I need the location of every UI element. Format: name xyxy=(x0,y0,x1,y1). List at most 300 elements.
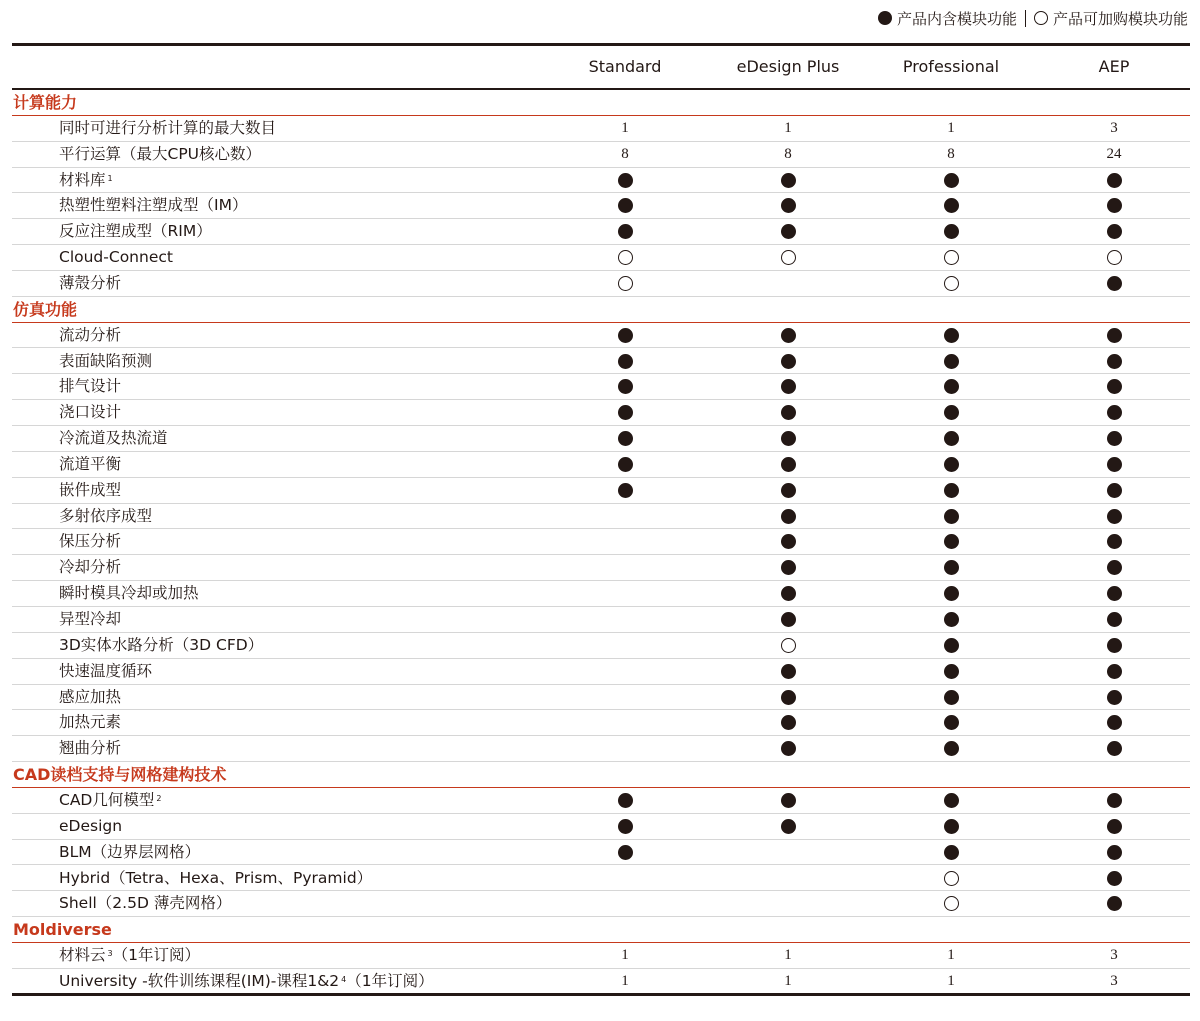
table-header xyxy=(12,46,1190,88)
availability-cell xyxy=(921,168,981,193)
empty-cell xyxy=(595,504,655,529)
row-label-text: CAD几何模型 xyxy=(59,790,155,809)
empty-circle-icon xyxy=(1107,250,1122,265)
row-label xyxy=(59,452,121,477)
availability-cell xyxy=(758,555,818,580)
row-label xyxy=(59,349,152,374)
section-title: Moldiverse xyxy=(13,920,112,940)
table-row xyxy=(12,245,1190,271)
filled-circle-icon xyxy=(1107,173,1122,188)
availability-cell xyxy=(758,710,818,735)
row-label xyxy=(59,219,212,244)
row-label-text: 材料云 xyxy=(59,946,106,965)
filled-circle-icon xyxy=(944,586,959,601)
filled-circle-icon xyxy=(1107,560,1122,575)
filled-circle-icon xyxy=(1107,328,1122,343)
empty-cell xyxy=(595,659,655,684)
availability-cell xyxy=(595,168,655,193)
availability-cell xyxy=(921,193,981,218)
footnote-marker: 2 xyxy=(156,793,162,803)
availability-cell xyxy=(921,633,981,658)
availability-cell xyxy=(758,685,818,710)
legend-divider xyxy=(1025,10,1026,27)
row-label xyxy=(59,969,434,994)
availability-cell xyxy=(1084,245,1144,270)
filled-circle-icon xyxy=(781,379,796,394)
empty-circle-icon xyxy=(1034,11,1048,25)
table-body xyxy=(12,90,1190,997)
availability-cell xyxy=(1084,478,1144,503)
row-label-suffix: （1年订阅） xyxy=(112,946,200,965)
filled-circle-icon xyxy=(944,819,959,834)
availability-cell xyxy=(758,323,818,348)
availability-cell xyxy=(1084,529,1144,554)
filled-circle-icon xyxy=(1107,534,1122,549)
row-label-text: 瞬时模具冷却或加热 xyxy=(59,584,199,603)
table-row xyxy=(12,193,1190,219)
availability-cell xyxy=(921,452,981,477)
filled-circle-icon xyxy=(1107,664,1122,679)
availability-cell xyxy=(921,245,981,270)
value-cell: 3 xyxy=(1110,972,1118,989)
filled-circle-icon xyxy=(944,509,959,524)
availability-cell xyxy=(1084,633,1144,658)
empty-cell xyxy=(758,866,818,891)
row-label-text: 反应注塑成型（RIM） xyxy=(59,222,212,241)
empty-circle-icon xyxy=(944,896,959,911)
filled-circle-icon xyxy=(781,173,796,188)
row-label-suffix: （1年订阅） xyxy=(346,971,434,990)
filled-circle-icon xyxy=(618,354,633,369)
table-row xyxy=(12,400,1190,426)
filled-circle-icon xyxy=(944,224,959,239)
empty-cell xyxy=(595,581,655,606)
availability-cell xyxy=(921,607,981,632)
availability-cell xyxy=(758,504,818,529)
filled-circle-icon xyxy=(1107,741,1122,756)
availability-cell xyxy=(921,400,981,425)
section-row xyxy=(12,297,1190,323)
row-label xyxy=(59,323,121,348)
filled-circle-icon xyxy=(781,328,796,343)
legend-addon-label: 产品可加购模块功能 xyxy=(1052,9,1188,28)
availability-cell xyxy=(1084,891,1144,916)
availability-cell xyxy=(921,529,981,554)
row-label-text: 感应加热 xyxy=(59,687,122,706)
filled-circle-icon xyxy=(944,690,959,705)
table-row xyxy=(12,659,1190,685)
filled-circle-icon xyxy=(1107,405,1122,420)
availability-cell xyxy=(595,271,655,296)
availability-cell xyxy=(921,814,981,839)
row-label xyxy=(59,814,122,839)
table-row xyxy=(12,478,1190,504)
filled-circle-icon xyxy=(944,457,959,472)
availability-cell xyxy=(1084,504,1144,529)
empty-cell xyxy=(595,529,655,554)
empty-cell xyxy=(758,840,818,865)
filled-circle-icon xyxy=(944,173,959,188)
filled-circle-icon xyxy=(1107,896,1122,911)
empty-cell xyxy=(595,866,655,891)
table-row xyxy=(12,374,1190,400)
table-row xyxy=(12,710,1190,736)
table-row xyxy=(12,840,1190,866)
empty-cell xyxy=(595,891,655,916)
availability-cell xyxy=(1084,193,1144,218)
row-label-text: Shell（2.5D 薄壳网格） xyxy=(59,894,232,913)
table-row xyxy=(12,142,1190,168)
filled-circle-icon xyxy=(944,741,959,756)
table-row xyxy=(12,168,1190,194)
value-cell: 1 xyxy=(621,972,629,989)
empty-cell xyxy=(595,685,655,710)
filled-circle-icon xyxy=(1107,457,1122,472)
row-label xyxy=(59,478,121,503)
availability-cell xyxy=(595,219,655,244)
empty-circle-icon xyxy=(944,250,959,265)
availability-cell xyxy=(758,426,818,451)
filled-circle-icon xyxy=(618,845,633,860)
availability-cell xyxy=(758,452,818,477)
availability-cell xyxy=(595,374,655,399)
availability-cell xyxy=(758,349,818,374)
table-row xyxy=(12,736,1190,762)
row-label-text: 平行运算（最大CPU核心数） xyxy=(59,144,262,163)
filled-circle-icon xyxy=(1107,819,1122,834)
row-label xyxy=(59,685,121,710)
filled-circle-icon xyxy=(781,819,796,834)
section-title: 计算能力 xyxy=(13,93,78,112)
filled-circle-icon xyxy=(781,509,796,524)
filled-circle-icon xyxy=(1107,612,1122,627)
availability-cell xyxy=(758,607,818,632)
availability-cell xyxy=(758,374,818,399)
availability-cell xyxy=(758,529,818,554)
table-row xyxy=(12,426,1190,452)
table-row xyxy=(12,219,1190,245)
section-title: CAD读档支持与网格建构技术 xyxy=(13,765,227,785)
legend xyxy=(878,6,1188,30)
row-label xyxy=(59,607,121,632)
row-label-text: 冷流道及热流道 xyxy=(59,429,168,448)
table-row xyxy=(12,891,1190,917)
row-label xyxy=(59,245,173,270)
row-label xyxy=(59,736,121,761)
row-label-text: 翘曲分析 xyxy=(59,739,122,758)
row-label-text: 排气设计 xyxy=(59,377,122,396)
empty-circle-icon xyxy=(944,276,959,291)
filled-circle-icon xyxy=(944,328,959,343)
filled-circle-icon xyxy=(944,715,959,730)
table-row xyxy=(12,323,1190,349)
table-row xyxy=(12,555,1190,581)
availability-cell xyxy=(921,840,981,865)
table-row xyxy=(12,943,1190,969)
row-label-text: 热塑性塑料注塑成型（IM） xyxy=(59,196,248,215)
row-label xyxy=(59,142,261,167)
row-label xyxy=(59,943,200,968)
row-label-text: 异型冷却 xyxy=(59,610,122,628)
filled-circle-icon xyxy=(1107,276,1122,291)
table-row xyxy=(12,607,1190,633)
filled-circle-icon xyxy=(618,224,633,239)
availability-cell xyxy=(758,168,818,193)
filled-circle-icon xyxy=(1107,431,1122,446)
table-row xyxy=(12,529,1190,555)
filled-circle-icon xyxy=(944,483,959,498)
filled-circle-icon xyxy=(1107,638,1122,653)
row-label xyxy=(59,504,152,529)
row-label xyxy=(59,529,121,554)
filled-circle-icon xyxy=(1107,793,1122,808)
section-row xyxy=(12,762,1190,788)
filled-circle-icon xyxy=(1107,845,1122,860)
row-label xyxy=(59,374,121,399)
row-label-text: 材料库 xyxy=(59,170,106,189)
value-cell: 1 xyxy=(621,119,629,136)
empty-circle-icon xyxy=(618,276,633,291)
availability-cell xyxy=(595,323,655,348)
filled-circle-icon xyxy=(618,198,633,213)
availability-cell xyxy=(758,219,818,244)
availability-cell xyxy=(921,323,981,348)
table-row xyxy=(12,633,1190,659)
availability-cell xyxy=(1084,581,1144,606)
availability-cell xyxy=(921,349,981,374)
row-label xyxy=(59,400,121,425)
value-cell: 8 xyxy=(784,145,792,162)
availability-cell xyxy=(595,193,655,218)
filled-circle-icon xyxy=(944,534,959,549)
filled-circle-icon xyxy=(944,638,959,653)
row-label xyxy=(59,891,231,916)
value-cell: 1 xyxy=(947,972,955,989)
availability-cell xyxy=(1084,271,1144,296)
availability-cell xyxy=(1084,349,1144,374)
availability-cell xyxy=(921,866,981,891)
value-cell: 1 xyxy=(784,119,792,136)
availability-cell xyxy=(921,271,981,296)
row-label xyxy=(59,840,200,865)
row-label-text: 多射依序成型 xyxy=(59,506,153,525)
row-label-text: 3D实体水路分析（3D CFD） xyxy=(59,635,264,654)
filled-circle-icon xyxy=(944,354,959,369)
row-label-text: 薄殼分析 xyxy=(59,273,122,292)
filled-circle-icon xyxy=(781,586,796,601)
column-header: AEP xyxy=(1098,57,1130,76)
filled-circle-icon xyxy=(944,405,959,420)
row-label-text: BLM（边界层网格） xyxy=(59,842,201,861)
row-label xyxy=(59,659,152,684)
row-label-text: 表面缺陷预测 xyxy=(59,351,153,370)
row-label xyxy=(59,633,263,658)
feature-comparison-table xyxy=(12,43,1190,997)
row-label-text: University -软件训练课程(IM)-课程1&2 xyxy=(59,971,340,990)
filled-circle-icon xyxy=(944,379,959,394)
value-cell: 1 xyxy=(947,119,955,136)
legend-included-label: 产品内含模块功能 xyxy=(896,9,1017,28)
empty-circle-icon xyxy=(944,871,959,886)
footnote-marker: 1 xyxy=(107,173,113,183)
value-cell: 1 xyxy=(947,947,955,964)
availability-cell xyxy=(758,659,818,684)
availability-cell xyxy=(921,685,981,710)
filled-circle-icon xyxy=(618,793,633,808)
table-row xyxy=(12,581,1190,607)
row-label-text: 嵌件成型 xyxy=(59,480,122,499)
row-label-text: eDesign xyxy=(59,816,123,835)
availability-cell xyxy=(921,426,981,451)
table-row xyxy=(12,685,1190,711)
availability-cell xyxy=(1084,374,1144,399)
availability-cell xyxy=(921,710,981,735)
section-row xyxy=(12,917,1190,943)
availability-cell xyxy=(1084,452,1144,477)
section-row xyxy=(12,90,1190,116)
filled-circle-icon xyxy=(1107,224,1122,239)
availability-cell xyxy=(1084,426,1144,451)
row-label-text: 冷却分析 xyxy=(59,558,122,577)
availability-cell xyxy=(1084,866,1144,891)
filled-circle-icon xyxy=(944,198,959,213)
availability-cell xyxy=(1084,736,1144,761)
availability-cell xyxy=(758,736,818,761)
filled-circle-icon xyxy=(944,664,959,679)
row-label xyxy=(59,581,199,606)
section-title: 仿真功能 xyxy=(13,299,78,319)
empty-cell xyxy=(595,736,655,761)
empty-cell xyxy=(595,710,655,735)
availability-cell xyxy=(758,400,818,425)
row-label xyxy=(59,426,168,451)
value-cell: 1 xyxy=(784,947,792,964)
availability-cell xyxy=(921,891,981,916)
filled-circle-icon xyxy=(618,173,633,188)
availability-cell xyxy=(758,788,818,813)
availability-cell xyxy=(921,736,981,761)
availability-cell xyxy=(595,452,655,477)
availability-cell xyxy=(758,245,818,270)
row-label-text: 快速温度循环 xyxy=(59,661,153,680)
filled-circle-icon xyxy=(944,612,959,627)
availability-cell xyxy=(595,245,655,270)
availability-cell xyxy=(1084,168,1144,193)
filled-circle-icon xyxy=(618,405,633,420)
filled-circle-icon xyxy=(781,457,796,472)
filled-circle-icon xyxy=(944,560,959,575)
table-row xyxy=(12,969,1190,996)
row-label-text: 流动分析 xyxy=(59,325,122,344)
filled-circle-icon xyxy=(781,198,796,213)
filled-circle-icon xyxy=(944,845,959,860)
row-label xyxy=(59,866,372,891)
availability-cell xyxy=(1084,400,1144,425)
filled-circle-icon xyxy=(781,534,796,549)
availability-cell xyxy=(921,788,981,813)
empty-circle-icon xyxy=(781,638,796,653)
availability-cell xyxy=(758,581,818,606)
filled-circle-icon xyxy=(1107,586,1122,601)
empty-cell xyxy=(595,633,655,658)
filled-circle-icon xyxy=(781,224,796,239)
filled-circle-icon xyxy=(618,819,633,834)
availability-cell xyxy=(921,504,981,529)
filled-circle-icon xyxy=(1107,690,1122,705)
value-cell: 24 xyxy=(1106,145,1122,162)
footnote-marker: 3 xyxy=(107,949,113,959)
row-label-text: 加热元素 xyxy=(59,713,122,732)
filled-circle-icon xyxy=(781,431,796,446)
filled-circle-icon xyxy=(781,715,796,730)
footnote-marker: 4 xyxy=(341,974,347,984)
filled-circle-icon xyxy=(1107,509,1122,524)
table-row xyxy=(12,271,1190,297)
filled-circle-icon xyxy=(781,483,796,498)
filled-circle-icon xyxy=(781,690,796,705)
value-cell: 8 xyxy=(621,145,629,162)
table-row xyxy=(12,116,1190,142)
table-row xyxy=(12,866,1190,892)
availability-cell xyxy=(1084,814,1144,839)
availability-cell xyxy=(1084,323,1144,348)
row-label-text: 浇口设计 xyxy=(59,403,122,422)
value-cell: 1 xyxy=(784,972,792,989)
row-label xyxy=(59,168,113,193)
filled-circle-icon xyxy=(618,483,633,498)
availability-cell xyxy=(921,478,981,503)
availability-cell xyxy=(921,374,981,399)
value-cell: 3 xyxy=(1110,119,1118,136)
table-row xyxy=(12,814,1190,840)
availability-cell xyxy=(595,478,655,503)
filled-circle-icon xyxy=(781,664,796,679)
filled-circle-icon xyxy=(781,354,796,369)
availability-cell xyxy=(595,400,655,425)
filled-circle-icon xyxy=(618,328,633,343)
row-label-text: Cloud-Connect xyxy=(59,248,173,267)
table-row xyxy=(12,349,1190,375)
availability-cell xyxy=(1084,840,1144,865)
row-label-text: 保压分析 xyxy=(59,532,122,551)
empty-cell xyxy=(758,891,818,916)
row-label xyxy=(59,193,247,218)
availability-cell xyxy=(1084,219,1144,244)
table-row xyxy=(12,788,1190,814)
filled-circle-icon xyxy=(618,457,633,472)
empty-circle-icon xyxy=(781,250,796,265)
availability-cell xyxy=(1084,685,1144,710)
filled-circle-icon xyxy=(1107,871,1122,886)
availability-cell xyxy=(921,659,981,684)
empty-cell xyxy=(595,555,655,580)
table-row xyxy=(12,452,1190,478)
availability-cell xyxy=(595,788,655,813)
column-header: eDesign Plus xyxy=(736,57,840,76)
value-cell: 3 xyxy=(1110,947,1118,964)
availability-cell xyxy=(1084,607,1144,632)
row-label xyxy=(59,788,161,813)
filled-circle-icon xyxy=(1107,715,1122,730)
filled-circle-icon xyxy=(944,431,959,446)
availability-cell xyxy=(595,814,655,839)
availability-cell xyxy=(921,219,981,244)
empty-circle-icon xyxy=(618,250,633,265)
availability-cell xyxy=(758,633,818,658)
empty-cell xyxy=(595,607,655,632)
filled-circle-icon xyxy=(781,741,796,756)
filled-circle-icon xyxy=(1107,354,1122,369)
